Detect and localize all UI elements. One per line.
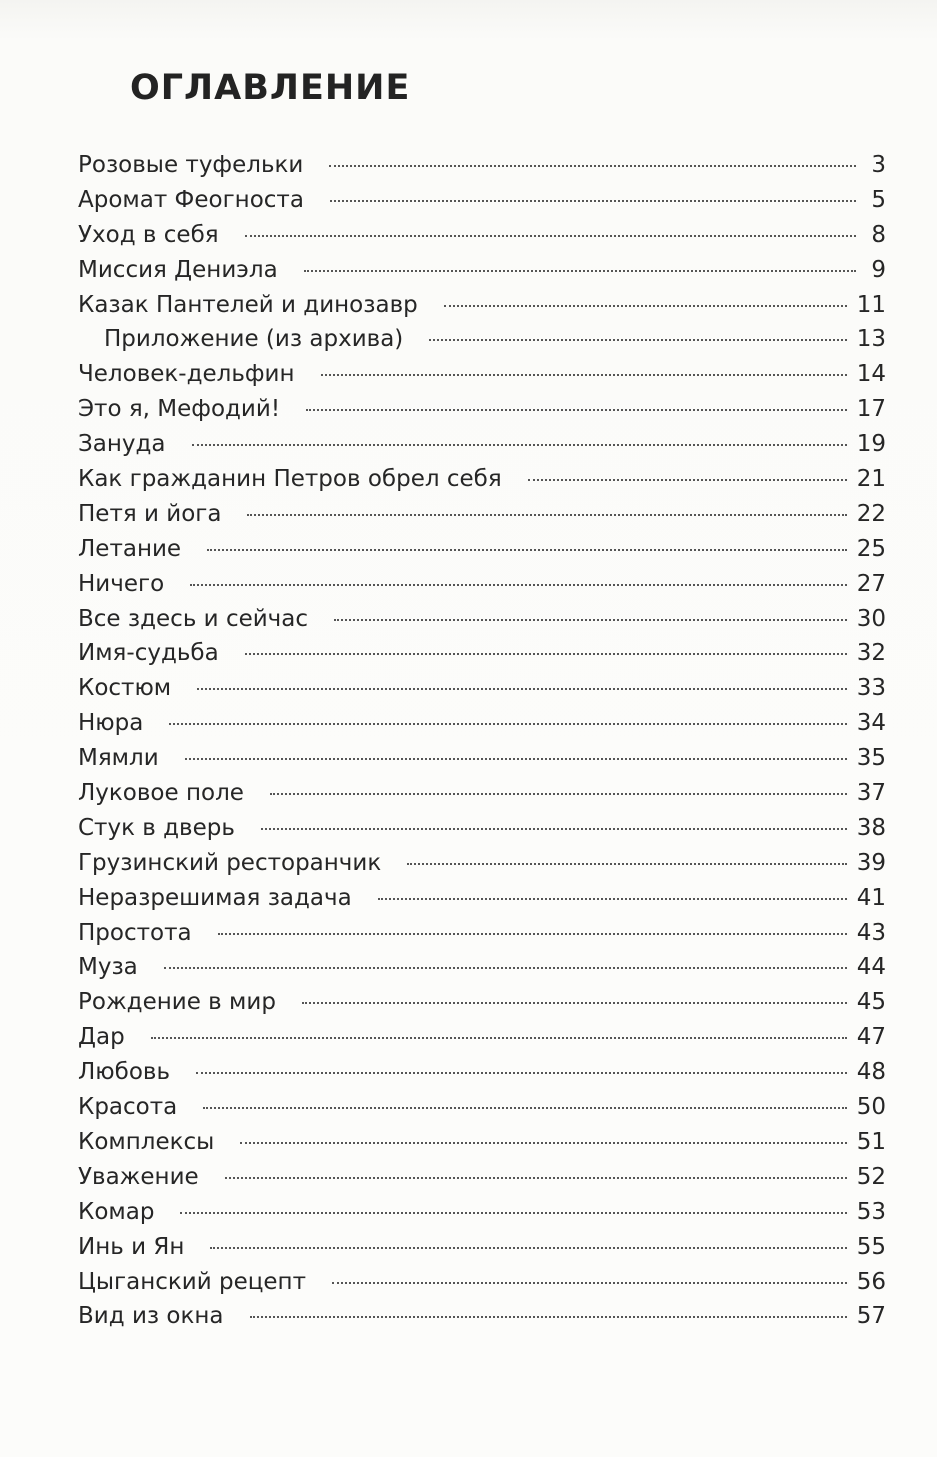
toc-entry[interactable] <box>78 640 886 675</box>
toc-entry-page-number: 17 <box>856 396 886 423</box>
toc-entry[interactable] <box>78 780 886 815</box>
toc-entry[interactable] <box>78 920 886 955</box>
toc-entry-page-number: 52 <box>856 1163 886 1190</box>
toc-entry[interactable] <box>78 1024 886 1059</box>
toc-entry[interactable] <box>78 710 886 745</box>
toc-entry-title: Казак Пантелей и динозавр <box>78 291 418 318</box>
dot-leader <box>207 549 847 551</box>
dot-leader <box>190 584 847 586</box>
toc-entry-page-number: 22 <box>856 500 886 527</box>
dot-leader <box>528 479 847 481</box>
toc-entry[interactable] <box>78 954 886 989</box>
toc-entry-page-number: 21 <box>856 466 886 493</box>
toc-entry-page-number: 34 <box>856 710 886 737</box>
toc-entry-page-number: 9 <box>871 256 886 283</box>
dot-leader <box>302 1002 847 1004</box>
table-of-contents <box>78 152 886 1338</box>
toc-entry-page-number: 5 <box>871 186 886 213</box>
toc-entry-title: Грузинский ресторанчик <box>78 849 382 876</box>
toc-entry-page-number: 38 <box>856 814 886 841</box>
toc-entry-title: Вид из окна <box>78 1303 224 1330</box>
dot-leader <box>240 1142 846 1144</box>
toc-entry-title: Уважение <box>78 1163 199 1190</box>
dot-leader <box>332 1282 847 1284</box>
toc-entry[interactable] <box>78 675 886 710</box>
toc-entry[interactable] <box>78 1303 886 1338</box>
toc-entry-title: Розовые туфельки <box>78 152 304 178</box>
toc-entry-page-number: 14 <box>856 361 886 388</box>
toc-entry-title: Стук в дверь <box>78 814 235 841</box>
dot-leader <box>321 374 847 376</box>
toc-entry[interactable] <box>78 152 886 187</box>
toc-entry-page-number: 44 <box>856 954 886 981</box>
toc-entry-title: Миссия Дениэла <box>78 256 278 283</box>
toc-entry-title: Петя и йога <box>78 500 222 527</box>
toc-entry-title: Мямли <box>78 745 159 772</box>
toc-entry-page-number: 30 <box>856 605 886 632</box>
dot-leader <box>192 444 847 446</box>
toc-entry[interactable] <box>78 1129 886 1164</box>
toc-entry[interactable] <box>78 187 886 222</box>
toc-entry-title: Неразрешимая задача <box>78 884 352 911</box>
toc-entry-title: Красота <box>78 1094 178 1121</box>
toc-entry[interactable] <box>78 745 886 780</box>
toc-entry-title: Летание <box>78 535 182 562</box>
dot-leader <box>407 863 846 865</box>
dot-leader <box>197 688 847 690</box>
toc-entry[interactable] <box>78 1059 886 1094</box>
toc-entry[interactable] <box>78 466 886 501</box>
dot-leader <box>329 165 856 167</box>
dot-leader <box>169 723 846 725</box>
toc-entry[interactable] <box>78 292 886 327</box>
toc-entry-page-number: 8 <box>871 221 886 248</box>
toc-entry-title: Луковое поле <box>78 780 244 807</box>
page-title: ОГЛАВЛЕНИЕ <box>130 68 411 108</box>
toc-entry-title: Все здесь и сейчас <box>78 605 309 632</box>
toc-entry[interactable] <box>78 1234 886 1269</box>
toc-entry-page-number: 13 <box>856 326 886 353</box>
toc-entry-title: Муза <box>78 954 138 981</box>
dot-leader <box>151 1037 847 1039</box>
dot-leader <box>444 305 847 307</box>
toc-entry[interactable] <box>78 396 886 431</box>
toc-entry-page-number: 37 <box>856 780 886 807</box>
toc-entry-page-number: 11 <box>856 291 886 318</box>
dot-leader <box>164 967 847 969</box>
toc-entry-title: Инь и Ян <box>78 1233 185 1260</box>
dot-leader <box>306 409 847 411</box>
dot-leader <box>185 758 847 760</box>
toc-entry-title: Простота <box>78 919 192 946</box>
toc-entry-title: Это я, Мефодий! <box>78 396 281 423</box>
toc-entry-title: Уход в себя <box>78 221 219 248</box>
dot-leader <box>218 933 847 935</box>
dot-leader <box>334 619 847 621</box>
toc-entry-title: Цыганский рецепт <box>78 1268 306 1295</box>
toc-entry[interactable] <box>78 536 886 571</box>
toc-entry-title: Как гражданин Петров обрел себя <box>78 466 502 493</box>
dot-leader <box>261 828 847 830</box>
toc-entry-page-number: 56 <box>856 1268 886 1295</box>
toc-entry-title: Ничего <box>78 570 165 597</box>
toc-entry[interactable] <box>78 431 886 466</box>
dot-leader <box>429 339 846 341</box>
toc-entry-page-number: 43 <box>856 919 886 946</box>
toc-entry-page-number: 19 <box>856 431 886 458</box>
toc-entry-page-number: 48 <box>856 1059 886 1086</box>
toc-entry-page-number: 33 <box>856 675 886 702</box>
toc-entry-page-number: 53 <box>856 1198 886 1225</box>
toc-entry-title: Приложение (из архива) <box>104 326 404 353</box>
dot-leader <box>250 1316 847 1318</box>
toc-entry-page-number: 32 <box>856 640 886 667</box>
toc-entry[interactable] <box>78 361 886 396</box>
toc-entry-page-number: 39 <box>856 849 886 876</box>
toc-entry-title: Зануда <box>78 431 166 458</box>
dot-leader <box>245 235 856 237</box>
toc-entry[interactable] <box>78 1164 886 1199</box>
toc-entry-page-number: 35 <box>856 745 886 772</box>
toc-entry-title: Костюм <box>78 675 172 702</box>
dot-leader <box>330 200 856 202</box>
toc-entry[interactable] <box>78 222 886 257</box>
toc-entry-page-number: 47 <box>856 1024 886 1051</box>
toc-entry[interactable] <box>78 1199 886 1234</box>
toc-entry-page-number: 50 <box>856 1094 886 1121</box>
toc-entry-title: Человек-дельфин <box>78 361 295 388</box>
dot-leader <box>304 270 856 272</box>
toc-entry[interactable] <box>78 257 886 292</box>
toc-entry-page-number: 45 <box>856 989 886 1016</box>
toc-entry-title: Любовь <box>78 1059 171 1086</box>
toc-entry-title: Комар <box>78 1198 155 1225</box>
toc-entry-title: Рождение в мир <box>78 989 276 1016</box>
toc-entry[interactable] <box>78 326 886 361</box>
dot-leader <box>210 1247 846 1249</box>
toc-entry[interactable] <box>78 850 886 885</box>
dot-leader <box>247 514 846 516</box>
toc-entry-page-number: 41 <box>856 884 886 911</box>
toc-entry[interactable] <box>78 815 886 850</box>
dot-leader <box>225 1177 847 1179</box>
toc-entry-page-number: 3 <box>871 152 886 178</box>
toc-entry-title: Имя-судьба <box>78 640 219 667</box>
toc-entry-page-number: 51 <box>856 1128 886 1155</box>
dot-leader <box>196 1072 847 1074</box>
toc-entry[interactable] <box>78 606 886 641</box>
dot-leader <box>180 1212 846 1214</box>
toc-entry-page-number: 25 <box>856 535 886 562</box>
dot-leader <box>270 793 847 795</box>
toc-entry[interactable] <box>78 571 886 606</box>
toc-entry-title: Аромат Феогноста <box>78 186 304 213</box>
toc-entry[interactable] <box>78 501 886 536</box>
toc-entry-title: Комплексы <box>78 1128 215 1155</box>
toc-entry[interactable] <box>78 1094 886 1129</box>
toc-entry[interactable] <box>78 1269 886 1304</box>
toc-entry-title: Нюра <box>78 710 144 737</box>
toc-entry-page-number: 57 <box>856 1303 886 1330</box>
toc-entry-title: Дар <box>78 1024 125 1051</box>
dot-leader <box>378 898 847 900</box>
dot-leader <box>203 1107 846 1109</box>
toc-entry-page-number: 55 <box>856 1233 886 1260</box>
toc-entry-page-number: 27 <box>856 570 886 597</box>
toc-entry[interactable] <box>78 989 886 1024</box>
toc-entry[interactable] <box>78 885 886 920</box>
dot-leader <box>245 653 847 655</box>
